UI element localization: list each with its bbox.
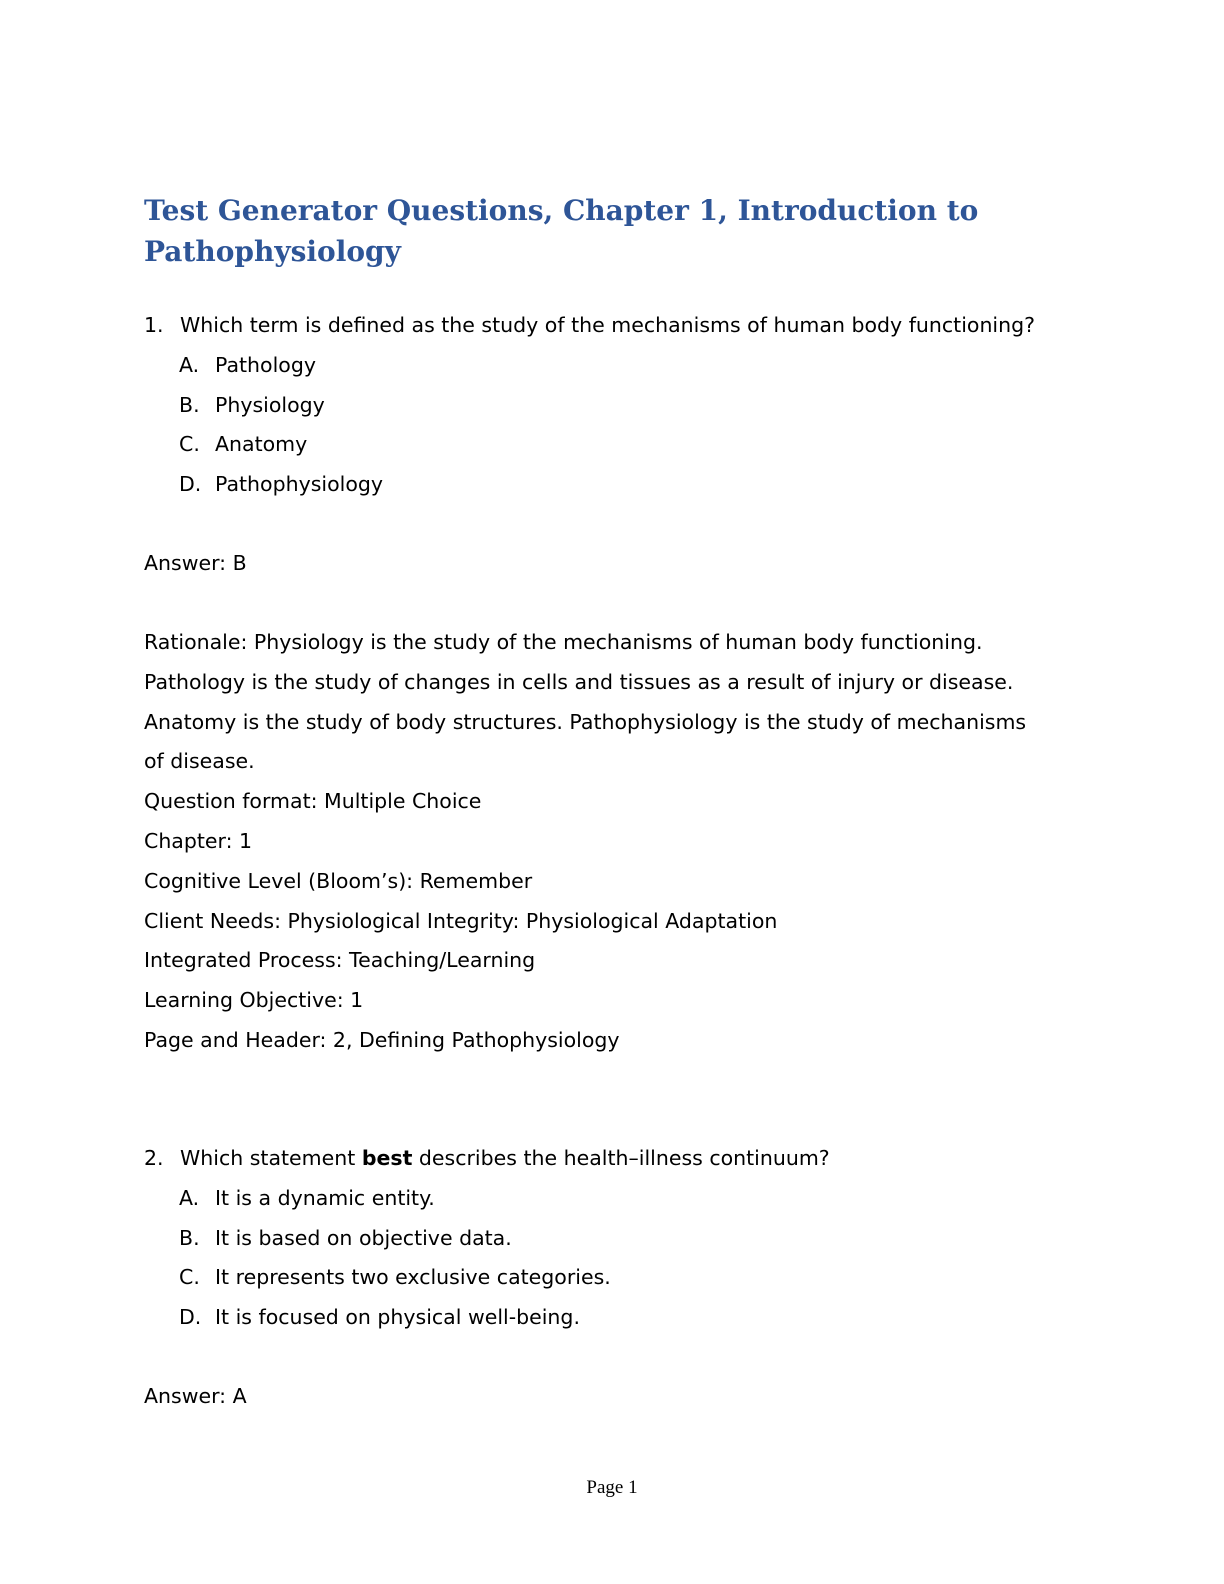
question-2-emphasis: best [361, 1146, 413, 1170]
question-2-answer: Answer: A [144, 1384, 247, 1408]
page-footer [0, 1474, 1224, 1502]
question-1-number: 1. [144, 313, 164, 337]
cognitive-level: Cognitive Level (Bloom’s): Remember [144, 868, 533, 893]
page-number: 1 [628, 1477, 638, 1498]
learning-objective: Learning Objective: 1 [144, 988, 364, 1013]
chapter: Chapter: 1 [144, 828, 253, 853]
page-and-header: Page and Header: 2, Defining Pathophysiology [144, 1027, 620, 1052]
question-2-number: 2. [144, 1146, 164, 1170]
question-format: Question format: Multiple Choice [144, 789, 482, 814]
question-1-answer-block [144, 544, 1094, 584]
rationale-line: Pathology is the study of changes in cells and tissues as a result of injury or disease. [144, 669, 1014, 694]
rationale-line: Anatomy is the study of body structures. Pathophysiology is the study of mechanisms [144, 709, 1027, 734]
question-1-option-d [144, 465, 1094, 505]
document-title [144, 190, 1044, 272]
question-2-answer-block [144, 1377, 1094, 1417]
question-1-option-a [144, 346, 1094, 386]
option-text: Pathology [215, 352, 316, 377]
question-2 [144, 1139, 1094, 1338]
question-1-option-c [144, 425, 1094, 465]
question-1-answer: Answer: B [144, 551, 247, 575]
option-letter: D. [179, 1305, 202, 1330]
rationale-line: Rationale: Physiology is the study of the mechanisms of human body functioning. [144, 630, 983, 654]
question-1-rationale-block [144, 623, 1094, 1061]
option-text: Physiology [215, 392, 325, 417]
option-letter: C. [179, 432, 200, 457]
option-letter: A. [179, 352, 200, 377]
question-1-stem [144, 306, 1094, 346]
option-text: It represents two exclusive categories. [215, 1265, 611, 1290]
question-1-text: Which term is defined as the study of the mechanisms of human body functioning? [180, 313, 1036, 337]
page-label: Page [586, 1477, 624, 1498]
integrated-process: Integrated Process: Teaching/Learning [144, 948, 536, 973]
option-letter: A. [179, 1185, 200, 1210]
option-letter: B. [179, 1225, 200, 1250]
option-text: Pathophysiology [215, 472, 384, 497]
title-line-1: Test Generator Questions, Chapter 1, Introduction to [144, 194, 979, 227]
option-letter: B. [179, 392, 200, 417]
question-2-option-d [144, 1298, 1094, 1338]
question-2-text-after: describes the health–illness continuum? [412, 1146, 830, 1170]
question-2-stem [144, 1139, 1094, 1179]
option-letter: C. [179, 1265, 200, 1290]
option-text: It is focused on physical well-being. [215, 1305, 580, 1330]
rationale-line: of disease. [144, 749, 255, 774]
question-1 [144, 306, 1094, 505]
question-2-text-before: Which statement [180, 1146, 362, 1170]
option-text: It is a dynamic entity. [215, 1185, 435, 1210]
question-2-option-c [144, 1258, 1094, 1298]
question-1-option-b [144, 386, 1094, 426]
option-letter: D. [179, 472, 202, 497]
option-text: Anatomy [215, 432, 308, 457]
title-line-2: Pathophysiology [144, 235, 401, 268]
question-2-option-a [144, 1179, 1094, 1219]
option-text: It is based on objective data. [215, 1225, 512, 1250]
client-needs: Client Needs: Physiological Integrity: Physiological Adaptation [144, 908, 778, 933]
question-2-option-b [144, 1219, 1094, 1259]
